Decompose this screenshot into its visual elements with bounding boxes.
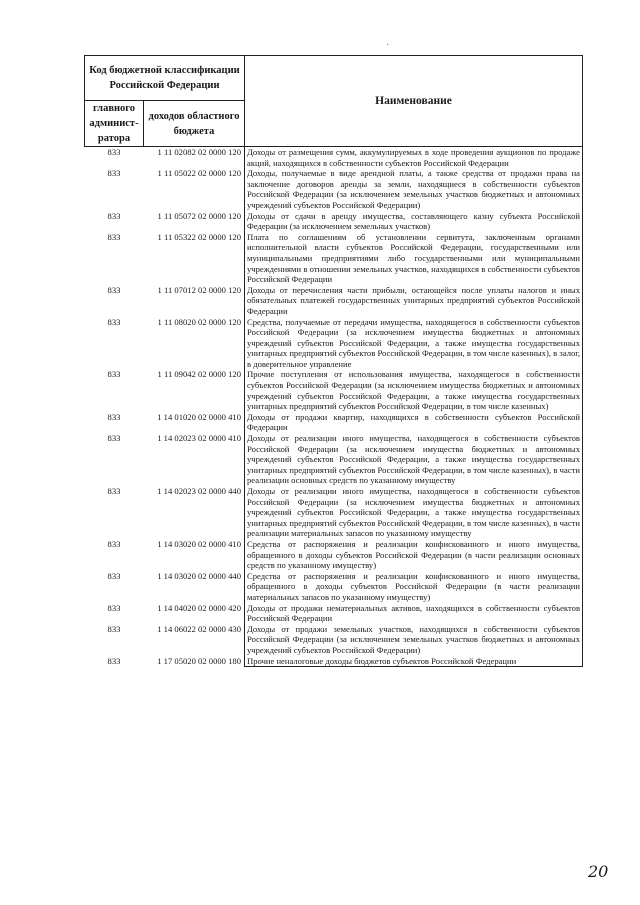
admin-code: 833 [107,284,121,295]
income-name: Доходы от продажи нематериальных активов, находящихся в собственности субъектов Российской Федерации [245,603,583,624]
income-name: Доходы от продажи земельных участков, находящихся в собственности субъектов Российской Федерации (за исключением земельных участков бюджетных и автономных учреждений субъектов Российской Федерации) [245,624,583,656]
table-row [85,433,583,486]
table-row [85,147,583,169]
income-name: Средства, получаемые от передачи имущества, находящегося в собственности субъектов Российской Федерации (за исключением имущества бюджетных и автономных учреждений субъектов Российской Федерации, а также имущества государственных унитарных предприятий субъектов Российской Федерации, в том числе казенных), в залог, в доверительное управление [245,317,583,370]
header-name: Наименование [245,56,583,147]
income-code: 1 11 02082 02 0000 120 [157,147,241,157]
header-admin: главного админист-ратора [85,101,144,147]
income-code: 1 14 02023 02 0000 440 [157,486,241,496]
income-name: Прочие поступления от использования имущества, находящегося в собственности субъектов Российской Федерации (за исключением имущества бюджетных и автономных учреждений субъектов Российской Федерации, а также имущества государственных унитарных предприятий субъектов Российской Федерации, в том числе казенных) [245,369,583,411]
admin-code: 833 [107,486,121,496]
table-row [85,624,583,656]
admin-code: 833 [107,369,121,380]
admin-code: 833 [107,168,121,179]
income-code: 1 14 06022 02 0000 430 [157,623,241,634]
income-name: Доходы от размещения сумм, аккумулируемых в ходе проведения аукционов по продаже акций, находящихся в собственности субъектов Российской Федерации [245,147,583,169]
income-name: Средства от распоряжения и реализации конфискованного и иного имущества, обращенного в доходы субъектов Российской Федерации (в части реализации основных средств по указанному имуществу) [245,539,583,571]
admin-code: 833 [107,316,121,327]
admin-code: 833 [107,655,121,666]
income-code: 1 14 03020 02 0000 440 [157,570,241,581]
income-code: 1 14 03020 02 0000 410 [157,538,241,549]
admin-code: 833 [107,623,121,634]
income-name: Плата по соглашениям об установлении сервитута, заключенным органами исполнительной власти субъектов Российской Федерации, государственными или муниципальными предприятиями либо государственными или муниципальными учреждениями в отношении земельных участков, находящихся в собственности субъектов Российской Федерации [245,232,583,285]
income-name: Доходы от сдачи в аренду имущества, составляющего казну субъекта Российской Федерации (за исключением земельных участков) [245,211,583,232]
income-name: Доходы от перечисления части прибыли, остающейся после уплаты налогов и иных обязательных платежей государственных унитарных предприятий субъектов Российской Федерации [245,285,583,317]
income-code: 1 11 05322 02 0000 120 [157,231,241,242]
income-code: 1 11 05022 02 0000 120 [157,168,241,179]
admin-code: 833 [107,433,121,444]
income-name: Прочие неналоговые доходы бюджетов субъектов Российской Федерации [245,656,583,667]
table-row [85,232,583,285]
header-group-title: Код бюджетной классификации Российской Федерации [85,56,245,101]
income-name: Доходы от продажи квартир, находящихся в собственности субъектов Российской Федерации [245,412,583,433]
table-row [85,486,583,539]
table-row [85,369,583,411]
admin-code: 833 [107,231,121,242]
table-row [85,285,583,317]
header-income: доходов областного бюджета [144,101,245,147]
income-name: Доходы от реализации иного имущества, находящегося в собственности субъектов Российской Федерации (за исключением имущества бюджетных и автономных учреждений субъектов Российской Федерации, а также имущества государственных унитарных предприятий субъектов Российской Федерации, в том числе казенных), в части реализации основных средств по указанному имуществу [245,433,583,486]
table-row [85,168,583,210]
income-code: 1 11 05072 02 0000 120 [157,210,241,221]
income-code: 1 14 01020 02 0000 410 [157,411,241,422]
income-code: 1 11 08020 02 0000 120 [157,316,241,327]
admin-code: 833 [107,210,121,221]
income-name: Доходы, получаемые в виде арендной платы, а также средства от продажи права на заключение договоров аренды за земли, находящиеся в собственности субъектов Российской Федерации (за исключением земельных участков бюджетных и автономных учреждений субъектов Российской Федерации) [245,168,583,210]
table-row [85,412,583,433]
table-row [85,317,583,370]
admin-code: 833 [107,602,121,613]
admin-code: 833 [107,570,121,581]
income-code: 1 14 04020 02 0000 420 [157,602,241,613]
income-code: 1 11 09042 02 0000 120 [157,369,241,380]
table-row [85,539,583,571]
budget-classification-table [84,55,583,667]
admin-code: 833 [107,147,121,157]
page-number: 20 [588,862,609,881]
income-name: Средства от распоряжения и реализации конфискованного и иного имущества, обращенного в доходы субъектов Российской Федерации (в части реализации материальных запасов по указанному имуществу) [245,571,583,603]
admin-code: 833 [107,411,121,422]
table-row [85,571,583,603]
income-code: 1 17 05020 02 0000 180 [157,655,241,666]
table-row [85,211,583,232]
income-name: Доходы от реализации иного имущества, находящегося в собственности субъектов Российской Федерации (за исключением имущества бюджетных и автономных учреждений субъектов Российской Федерации, а также имущества государственных унитарных предприятий субъектов Российской Федерации, в том числе казенных), в части реализации материальных запасов по указанному имуществу [245,486,583,539]
income-code: 1 11 07012 02 0000 120 [157,284,241,295]
table-row [85,603,583,624]
table-row [85,656,583,667]
scan-dot: · [386,40,390,51]
income-code: 1 14 02023 02 0000 410 [157,433,241,444]
admin-code: 833 [107,538,121,549]
